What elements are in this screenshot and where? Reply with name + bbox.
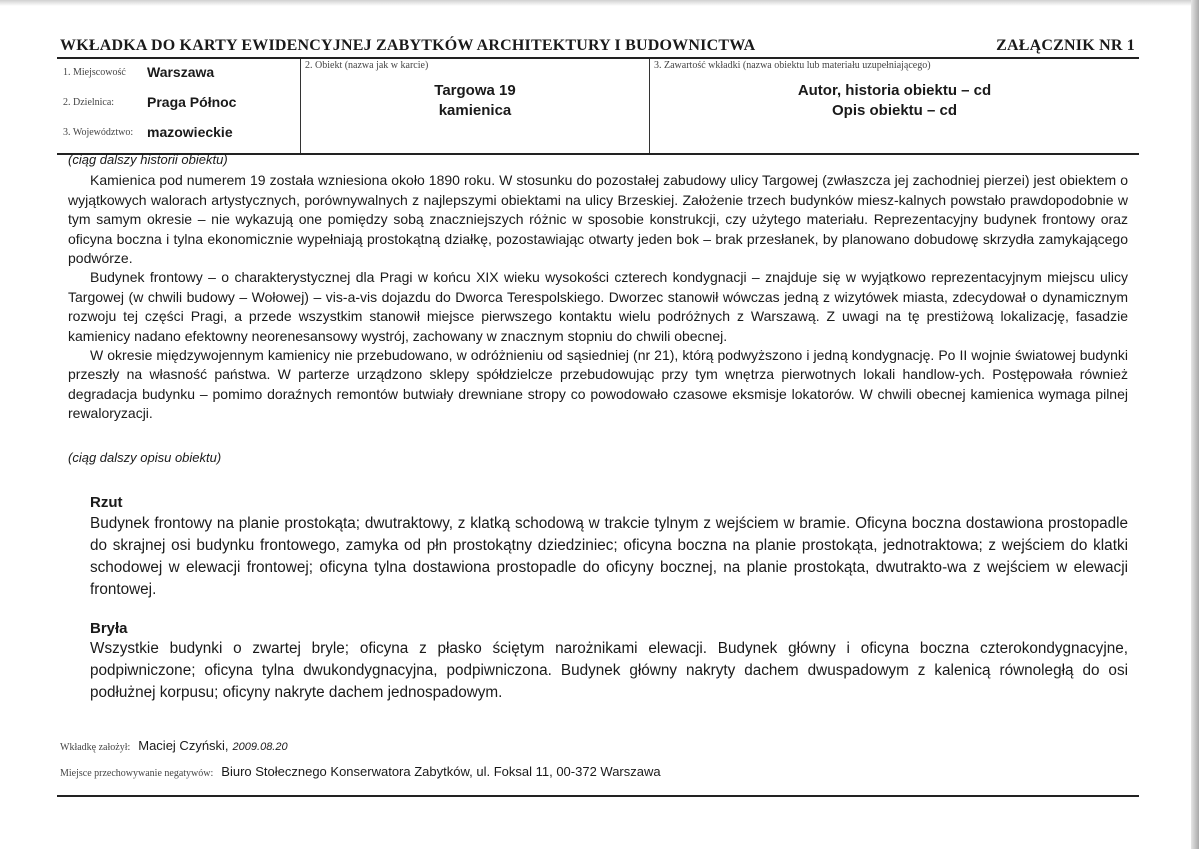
author-date: 2009.08.20 [232, 741, 288, 753]
section-body-plan: Budynek frontowy na planie prostokąta; dwutraktowy, z klatką schodową w trakcie tylnym z wejściem w bramie. Oficyna boczna dostawiona prostopadle do skrajnej osi budynku frontowego, zamyka od płn prostokątny dziedziniec; oficyna boczna na planie prostokąta, jednotraktowa; z wejściem do klatki schodowej w elewacji frontowej; oficyna tylna dostawiona prostopadle do oficyny bocznej, na planie prostokąta, dwutrakto-wa z wejściem w elewacji frontowej. [90, 514, 1128, 598]
history-paragraph-1: Kamienica pod numerem 19 została wzniesiona około 1890 roku. W stosunku do pozostałej zabudowy ulicy Targowej (zwłaszcza jej zachodniej pierzei) jest obiektem o wyjątkowych walorach artystycznych, porównywalnych z najlepszymi obiektami na ulicy Brzeskiej. Założenie trzech budynków miesz-kalnych powstało prawdopodobnie w tym samym okresie – nie wykazują one pomiędzy sobą znaczniejszych różnic w sposobie konstrukcji, czy użytego materiału. Reprezentacyjny budynek frontowy oraz oficyna boczna i tylna ekonomicznie wypełniają prostokątną działkę, pozostawiając otwarty jeden bok – brak przesłanek, by planowano dobudowę skrzydła zamykającego podwórze. [68, 172, 1128, 267]
storage-value: Biuro Stołecznego Konserwatora Zabytków, ul. Foksal 11, 00-372 Warszawa [221, 764, 661, 779]
voivodeship-value: mazowieckie [147, 124, 233, 140]
history-paragraph-3: W okresie międzywojennym kamienicy nie przebudowano, w odróżnieniu od sąsiedniej (nr 21), którą podwyższono i jedną kondygnację. Po II wojnie światowej budynki przeszły na własność państwa. W parterze urządzono sklepy spółdzielcze przebudowując przy tym wnętrza pierwotnych lokali handlow-ych. Postępowała również degradacja budynku – pomimo doraźnych remontów butwiały drewniane stropy co powodowało czasowe eksmisje lokatorów. W chwili obecnej kamienica wymaga pilnej rewaloryzacji. [68, 347, 1128, 422]
contents-values [650, 81, 1139, 121]
location-column [57, 59, 301, 153]
author-label: Wkładkę założył: [60, 742, 131, 753]
location-row [57, 60, 300, 84]
object-column [301, 59, 650, 153]
history-note: (ciąg dalszy historii obiektu) [68, 152, 228, 167]
district-value: Praga Północ [147, 94, 237, 110]
object-values [301, 81, 649, 121]
history-section [68, 146, 1128, 424]
author-name: Maciej Czyński, [138, 738, 229, 753]
contents-line-1: Autor, historia obiektu – cd [797, 82, 992, 99]
contents-column [650, 59, 1139, 153]
storage-line [60, 764, 661, 779]
district-row [57, 90, 300, 114]
scan-top-edge [0, 0, 1199, 6]
section-body-massing: Wszystkie budynki o zwartej bryle; oficyna z płasko ściętym narożnikami elewacji. Budynek główny i oficyna boczna czterokondygnacyjne, podpiwniczone; oficyna tylna dwukondygnacyjna, podpiwniczona. Budynek główny nakryty dachem dwuspadowym z kalenicą równoległą do osi podłużnej korpusu; oficyny nakryte dachem jednospadowym. [90, 640, 1128, 702]
document-title: WKŁADKA DO KARTY EWIDENCYJNEJ ZABYTKÓW ARCHITEKTURY I BUDOWNICTWA [60, 37, 756, 54]
annex-number: ZAŁĄCZNIK NR 1 [996, 37, 1135, 54]
contents-label: 3. Zawartość wkładki (nazwa obiektu lub materiału uzupełniającego) [654, 60, 931, 71]
history-paragraph-2: Budynek frontowy – o charakterystycznej dla Pragi w końcu XIX wieku wysokości czterech kondygnacji – znajduje się w wyjątkowo reprezentacyjnym miejscu ulicy Targowej (w chwili budowy – Wołowej) – vis-a-vis dojazdu do Dworca Terespolskiego. Dworzec stanowił wówczas jedną z wizytówek miasta, zdecydował o dynamicznym rozwoju tej części Pragi, a przede wszystkim stanowił miejsce pierwszego kontaktu wielu podróżnych z Warszawą. Z uwagi na tę prestiżową lokalizację, fasadzie kamienicy nadano efektowny neorenesansowy wystrój, zachowany w znacznym stopniu do chwili obecnej. [68, 269, 1128, 344]
section-heading-massing: Bryła [90, 619, 128, 637]
footer-rule [57, 795, 1139, 797]
info-table [57, 59, 1139, 153]
storage-label: Miejsce przechowywanie negatywów: [60, 768, 214, 779]
object-name: Targowa 19 [434, 82, 516, 99]
section-heading-plan: Rzut [90, 494, 123, 512]
author-line [60, 738, 288, 753]
object-label: 2. Obiekt (nazwa jak w karcie) [305, 60, 429, 71]
voivodeship-row [57, 120, 300, 144]
contents-line-2: Opis obiektu – cd [831, 102, 958, 119]
object-type: kamienica [438, 102, 512, 119]
voivodeship-label: 3. Województwo: [63, 126, 134, 138]
description-section [68, 448, 1128, 704]
district-label: 2. Dzielnica: [63, 96, 115, 108]
location-label: 1. Miejscowość [63, 66, 126, 78]
document-header [60, 37, 1135, 55]
location-value: Warszawa [147, 64, 215, 80]
description-note: (ciąg dalszy opisu obiektu) [68, 450, 222, 465]
scan-right-edge [1191, 0, 1199, 849]
